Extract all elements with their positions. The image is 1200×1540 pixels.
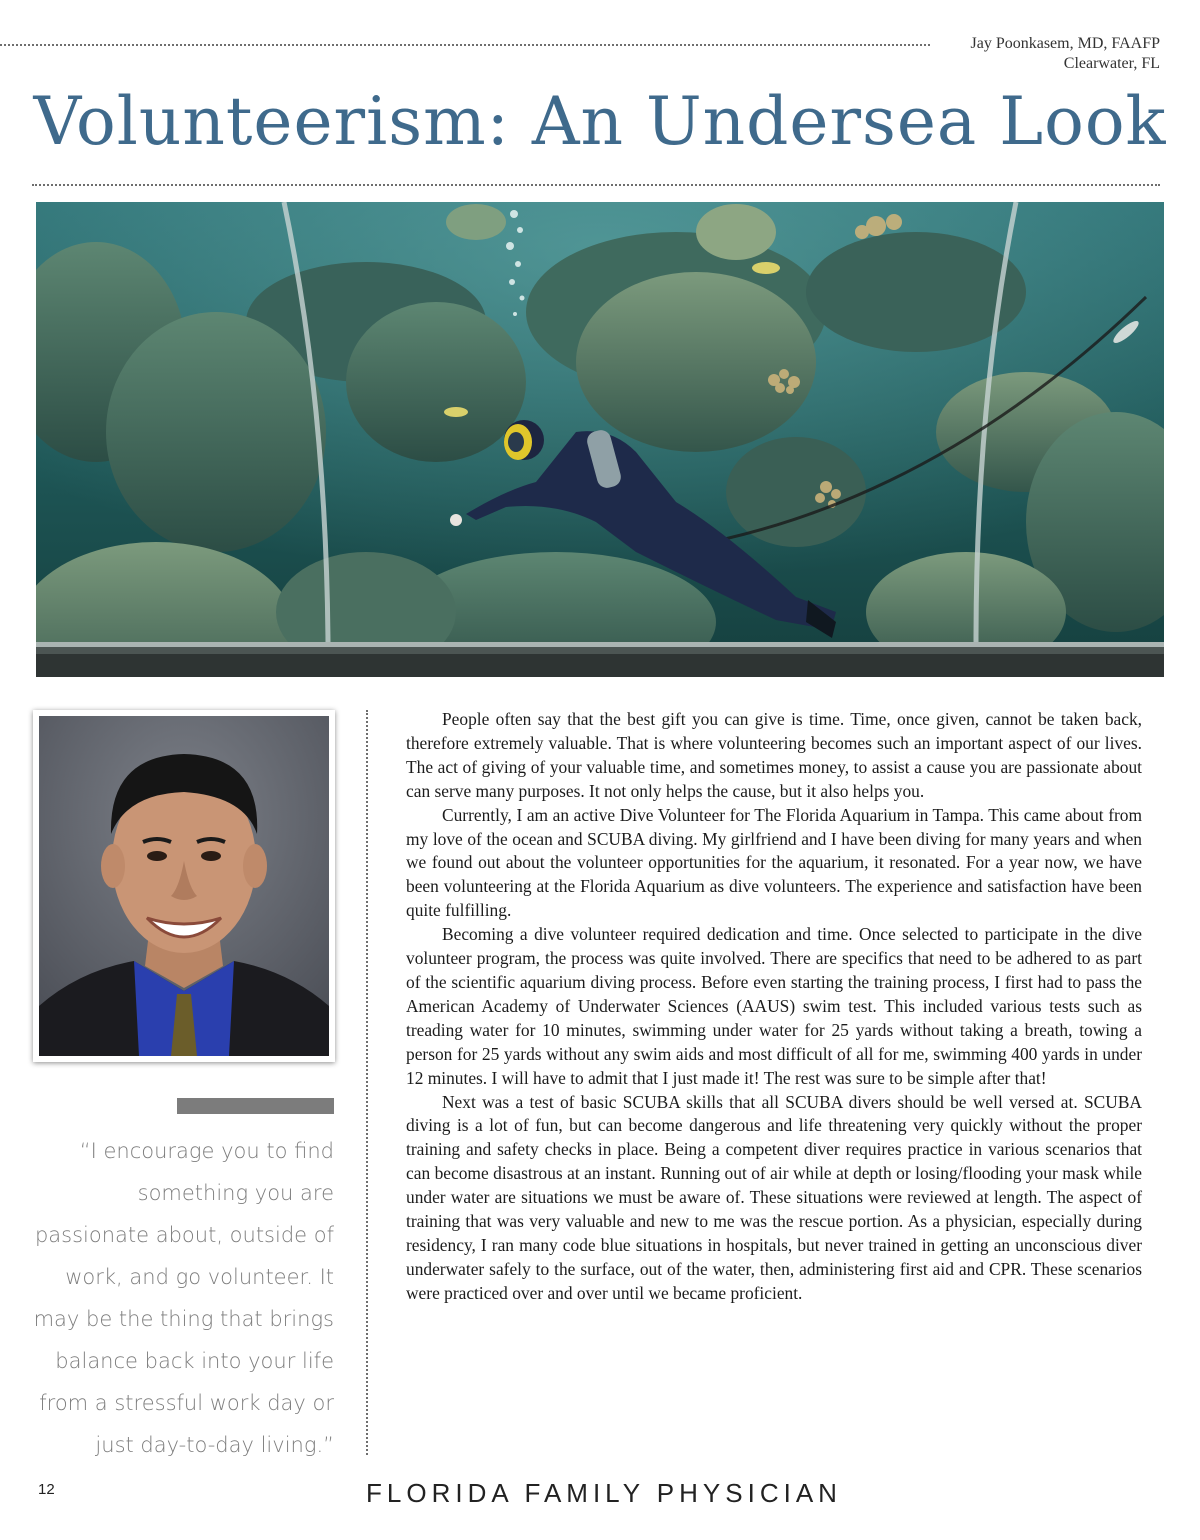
article-paragraph: Currently, I am an active Dive Volunteer for The Florida Aquarium in Tampa. This came about from my love of the ocean and SCUBA diving. My girlfriend and I have been diving for many years and when we found out about the volunteer opportunities for the aquarium, it resonated. For a year now, we have been volunteering at the Florida Aquarium as dive volunteers. The experience and satisfaction have been quite fulfilling. [406, 804, 1142, 921]
article-paragraph: Becoming a dive volunteer required dedication and time. Once selected to participate in the dive volunteer program, the process was quite involved. There are specifics that need to be adhered to as part of the scientific aquarium diving process. Before even starting the training process, I first had to pass the American Academy of Underwater Sciences (AAUS) swim test. This included various tests such as treading water for 10 minutes, swimming under water for 25 yards without taking a breath, towing a person for 25 yards without any swim aids and most difficult of all for me, swimming 400 yards in under 12 minutes. I will have to admit that I just made it! The rest was sure to be simple after that! [406, 924, 1142, 1088]
author-location: Clearwater, FL [1063, 55, 1160, 72]
article-body [406, 708, 1142, 1306]
article-title: Volunteerism: An Undersea Look [33, 83, 1167, 160]
hero-aquarium-photo [36, 202, 1164, 677]
author-portrait [33, 710, 335, 1062]
byline [971, 34, 1161, 74]
magazine-name: FLORIDA FAMILY PHYSICIAN [366, 1478, 842, 1508]
pull-quote-accent-bar [177, 1098, 334, 1114]
pull-quote: “I encourage you to find something you are passionate about, outside of work, and go volunteer. It may be the thing that brings balance back into your life from a stressful work day or just day-to-day living.” [33, 1139, 334, 1457]
aquarium-scene-illustration [36, 202, 1164, 677]
article-paragraph: People often say that the best gift you can give is time. Time, once given, cannot be taken back, therefore extremely valuable. That is where volunteering becomes such an important aspect of our lives. The act of giving of your valuable time, and sometimes money, to assist a cause you are passionate about can serve many purposes. It not only helps the cause, but it also helps you. [406, 709, 1142, 801]
title-dotted-rule [32, 184, 1160, 186]
page-number: 12 [38, 1481, 55, 1498]
column-dotted-divider [366, 710, 368, 1455]
top-dotted-rule [0, 44, 930, 46]
article-paragraph: Next was a test of basic SCUBA skills that all SCUBA divers should be well versed at. SCUBA diving is a lot of fun, but can become dangerous and life threatening very quickly without the proper training and safety checks in place. Being a competent diver requires practice in various scenarios that can become disastrous at an instant. Running out of air while at depth or losing/flooding your mask while under water are situations we must be aware of. These situations were reviewed at length. The aspect of training that was very valuable and new to me was the rescue portion. As a physician, especially during residency, I ran many code blue situations in hospitals, but never trained in getting an unconscious diver underwater safely to the surface, out of the water, then, administering first aid and CPR. These scenarios were practiced over and over until we became proficient. [406, 1091, 1142, 1303]
portrait-illustration [39, 716, 329, 1056]
author-name: Jay Poonkasem, MD, FAAFP [970, 35, 1160, 52]
